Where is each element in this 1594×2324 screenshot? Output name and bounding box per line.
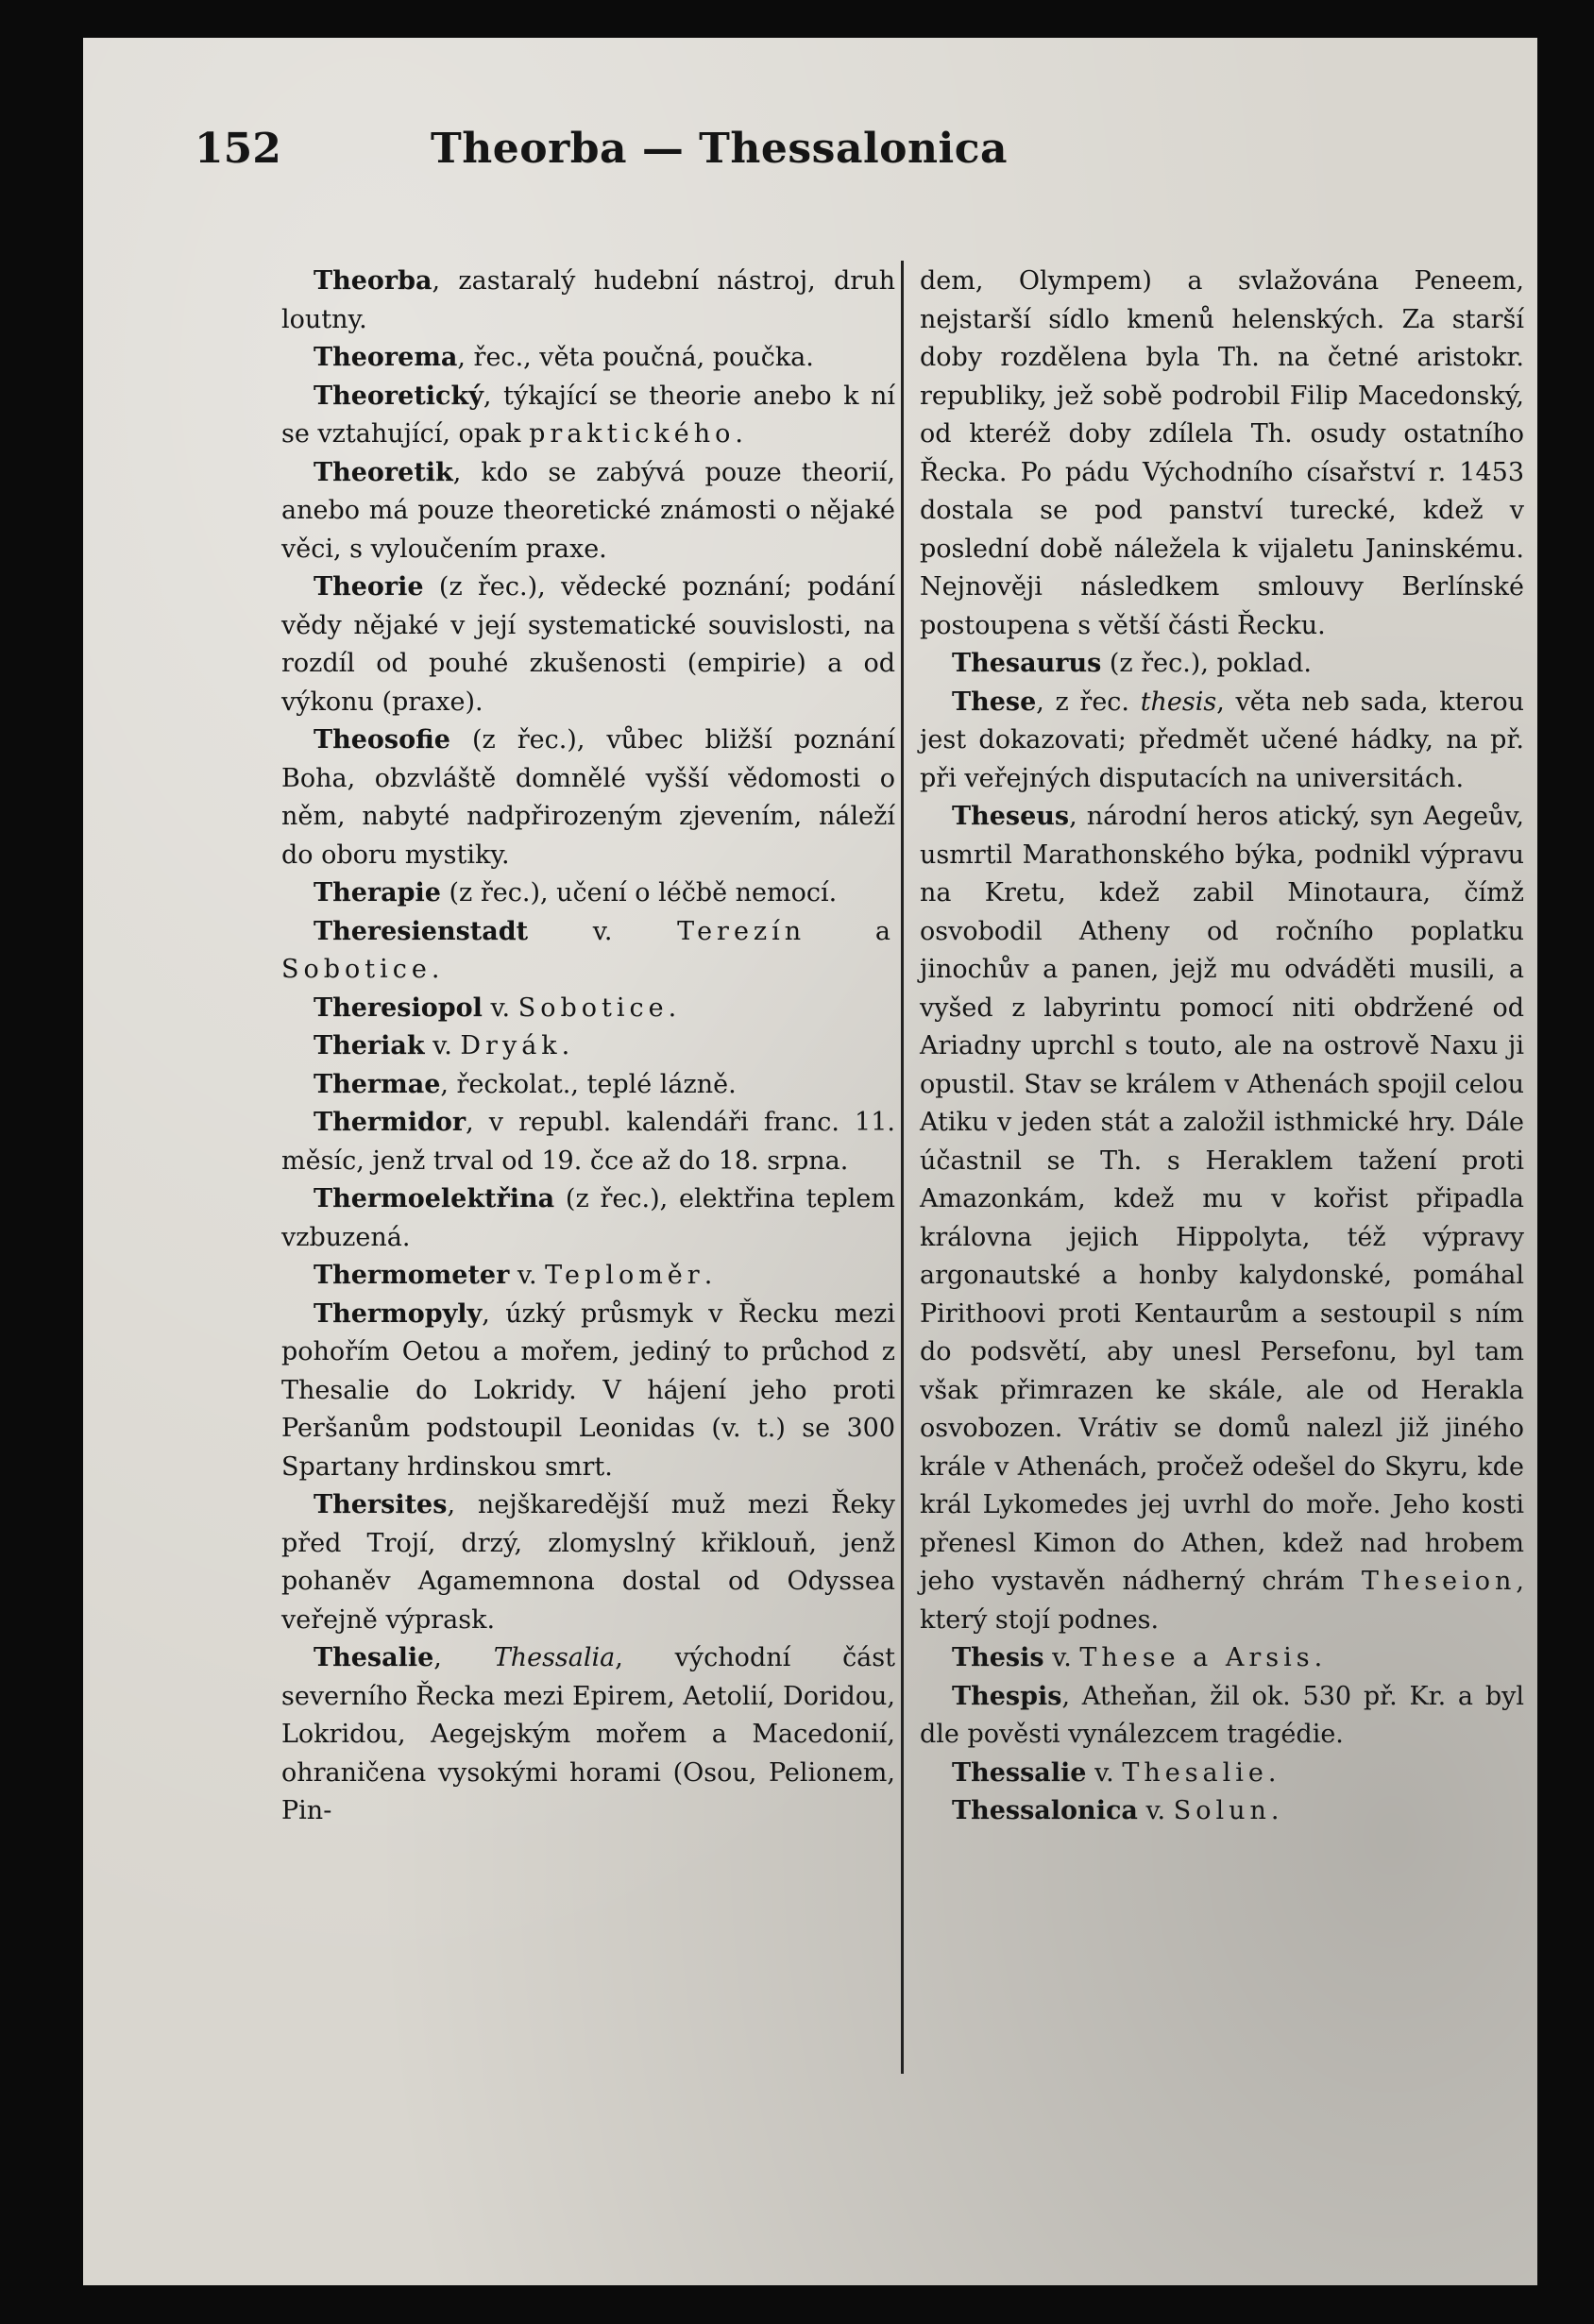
dictionary-entry: Theresienstadt v. Terezín a Sobotice. (281, 916, 895, 984)
dictionary-entry: Theriak v. Dryák. (314, 1031, 570, 1060)
page-header (195, 125, 1167, 210)
dictionary-entry: Thermoelektřina (z řec.), elektřina teplem vzbuzená. (281, 1184, 895, 1252)
dictionary-entry: Therapie (z řec.), učení o léčbě nemocí. (314, 878, 838, 908)
left-column (281, 263, 895, 1831)
dictionary-entry: Thesalie, Thessalia, východní část severního Řecka mezi Epirem, Aetolií, Doridou, Lokridou, Aegejským mořem a Macedonií, ohraničena vysokými horami (Osou, Pelionem, Pin- (281, 1643, 895, 1825)
dictionary-entry: Theseus, národní heros atický, syn Aegeův, usmrtil Marathonského býka, podnikl výpravu na Kretu, kdež zabil Minotaura, čímž osvobodil Atheny od ročního poplatku jinochův a panen, jejž mu odváděti musili, a vyšed z labyrintu pomocí niti obdržené od Ariadny uprchl s touto, ale na ostrově Naxu ji opustil. Stav se králem v Athenách spojil celou Atiku v jeden stát a založil isthmické hry. Dále účastnil se Th. s Heraklem tažení proti Amazonkám, kdež mu v kořist připadla královna jejich Hippolyta, též výpravy argonautské a honby kalydonské, pomáhal Pirithoovi proti Kentaurům a sestoupil s ním do podsvětí, aby unesl Persefonu, byl tam však přimrazen ke skále, ale od Herakla osvobozen. Vrátiv se domů nalezl již jiného krále v Athenách, pročež odešel do Skyru, kde král Lykomedes jej uvrhl do moře. Jeho kosti přenesl Kimon do Athen, kdež nad hrobem jeho vystavěn nádherný chrám Theseion, který stojí podnes. (920, 802, 1524, 1635)
dictionary-entry: Theoretický, týkající se theorie anebo k ní se vztahující, opak praktického. (281, 381, 895, 449)
dictionary-entry: Thesaurus (z řec.), poklad. (952, 649, 1313, 678)
dictionary-entry: Theoretik, kdo se zabývá pouze theorií, anebo má pouze theoretické známosti o nějaké věci, s vyloučením praxe. (281, 457, 895, 564)
page-number: 152 (195, 125, 281, 173)
running-title: Theorba — Thessalonica (431, 125, 1009, 173)
dictionary-entry: Thessalie v. Thesalie. (952, 1757, 1277, 1788)
dictionary-entry: Thespis, Atheňan, žil ok. 530 př. Kr. a byl dle pověsti vynálezcem tragédie. (920, 1681, 1524, 1749)
dictionary-entry: Theorema, řec., věta poučná, poučka. (314, 343, 814, 372)
column-divider (901, 261, 904, 2074)
dictionary-entry: Thermae, řeckolat., teplé lázně. (314, 1069, 737, 1099)
book-page (83, 38, 1537, 2285)
dictionary-entry: Thersites, nejškaredější muž mezi Řeky před Trojí, drzý, zlomyslný křiklouň, jenž pohaněv Agamemnona dostal od Odyssea veřejně výprask. (281, 1490, 895, 1635)
dictionary-entry: Thessalonica v. Solun. (952, 1796, 1280, 1825)
dictionary-entry: Thermometer v. Teploměr. (314, 1261, 713, 1290)
dictionary-entry: Thermidor, v republ. kalendáři franc. 11. měsíc, jenž trval od 19. čce až do 18. srpna. (281, 1108, 895, 1176)
dictionary-entry: Theresiopol v. Sobotice. (314, 992, 677, 1023)
dictionary-entry: Theosofie (z řec.), vůbec bližší poznání Boha, obzvláště domnělé vyšší vědomosti o něm, nabyté nadpřirozeným zjevením, náleží do oboru mystiky. (281, 725, 895, 870)
dictionary-entry: Thermopyly, úzký průsmyk v Řecku mezi pohořím Oetou a mořem, jediný to průchod z Thesalie do Lokridy. V hájení jeho proti Peršanům podstoupil Leonidas (v. t.) se 300 Spartany hrdinskou smrt. (281, 1298, 895, 1482)
dictionary-entry: These, z řec. thesis, věta neb sada, kterou jest dokazovati; předmět učené hádky, na př. při veřejných disputacích na universitách. (920, 687, 1524, 793)
dictionary-entry: Thesis v. These a Arsis. (952, 1643, 1323, 1672)
dictionary-entry: Theorie (z řec.), vědecké poznání; podání vědy nějaké v její systematické souvislosti, na rozdíl od pouhé zkušenosti (empirie) a od výkonu (praxe). (281, 572, 895, 717)
right-column (920, 263, 1524, 1831)
dictionary-entry-continued: dem, Olympem) a svlažována Peneem, nejstarší sídlo kmenů helenských. Za starší doby rozdělena byla Th. na četné aristokr. republiky, jež sobě podrobil Filip Macedonský, od kteréž doby zdílela Th. osudy ostatního Řecka. Po pádu Východního císařství r. 1453 dostala se pod panství turecké, kdež v poslední době náležela k vijaletu Janinskému. Nejnověji následkem smlouvy Berlínské postoupena s větší části Řecku. (920, 266, 1524, 640)
dictionary-entry: Theorba, zastaralý hudební nástroj, druh loutny. (281, 266, 895, 334)
